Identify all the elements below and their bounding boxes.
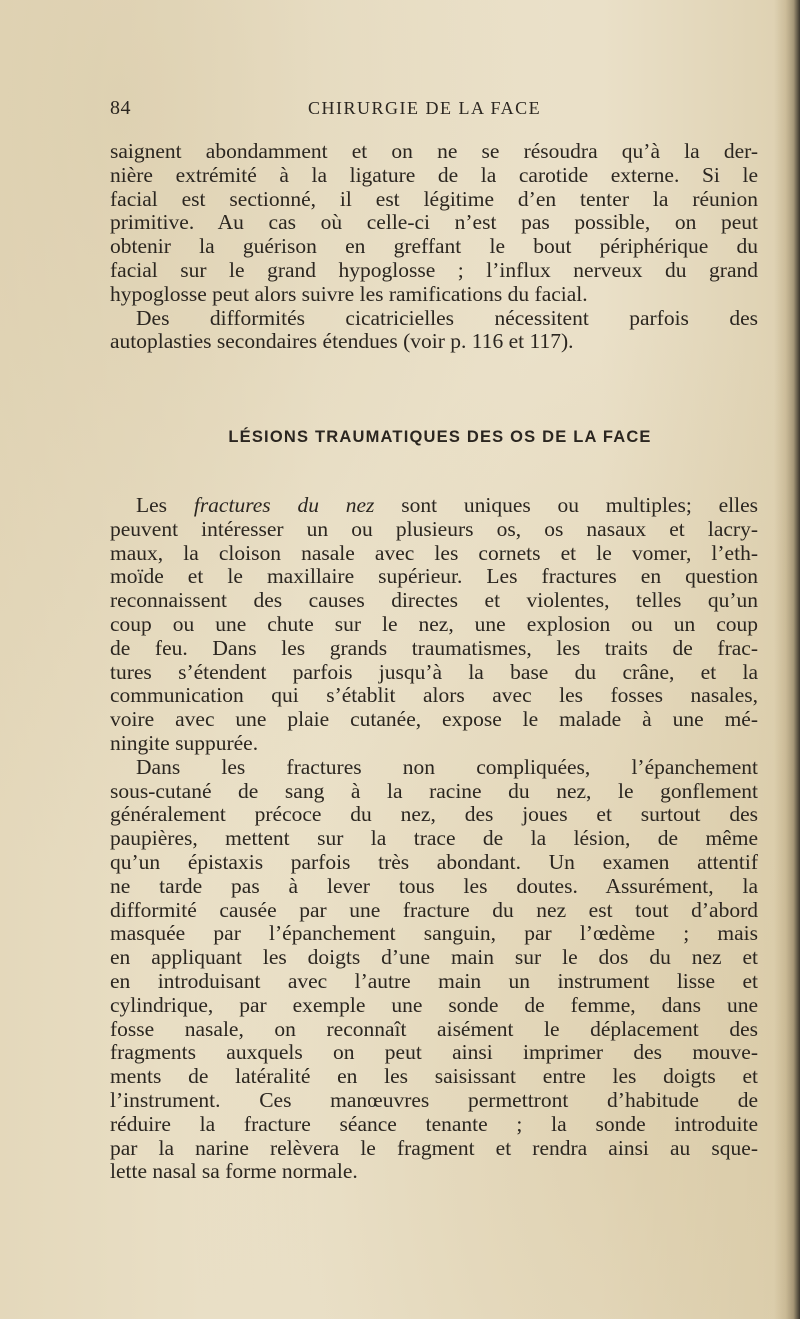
text-line: Des difformités cicatricielles nécessitent parfois des (136, 306, 758, 330)
text-line: sous-cutané de sang à la racine du nez, le gonflement (110, 779, 758, 803)
text-line: cylindrique, par exemple une sonde de femme, dans une (110, 993, 758, 1017)
text-line: en appliquant les doigts d’une main sur le dos du nez et (110, 946, 758, 970)
text-line: reconnaissent des causes directes et violentes, telles qu’un (110, 589, 758, 613)
text-line: voire avec une plaie cutanée, expose le malade à une mé- (110, 708, 758, 732)
text-line: facial sur le grand hypoglosse ; l’influx nerveux du grand (110, 258, 758, 282)
text-line: par la narine relèvera le fragment et rendra ainsi au sque- (110, 1136, 758, 1160)
running-head: CHIRURGIE DE LA FACE (308, 98, 542, 118)
text-line: généralement précoce du nez, des joues et surtout des (110, 803, 758, 827)
text-line: réduire la fracture séance tenante ; la sonde introduite (110, 1112, 758, 1136)
paragraph-continued (110, 140, 758, 354)
text-line: qu’un épistaxis parfois très abondant. Un examen attentif (110, 850, 758, 874)
text-line: nière extrémité à la ligature de la carotide externe. Si le (110, 163, 758, 187)
text-line: l’instrument. Ces manœuvres permettront d’habitude de (110, 1088, 758, 1112)
text-line: primitive. Au cas où celle-ci n’est pas possible, on peut (110, 211, 758, 235)
text-line: tures s’étendent parfois jusqu’à la base du crâne, et la (110, 660, 758, 684)
text-line: masquée par l’épanchement sanguin, par l’œdème ; mais (110, 922, 758, 946)
text-line: ne tarde pas à lever tous les doutes. Assurément, la (110, 874, 758, 898)
paragraph-fractures (110, 494, 758, 1184)
text-line: facial est sectionné, il est légitime d’en tenter la réunion (110, 187, 758, 211)
text-line: communication qui s’établit alors avec les fosses nasales, (110, 684, 758, 708)
text-line: lette nasal sa forme normale. (110, 1160, 358, 1184)
text-line: Dans les fractures non compliquées, l’épanchement (136, 755, 758, 779)
text-line: en introduisant avec l’autre main un instrument lisse et (110, 969, 758, 993)
text-line: maux, la cloison nasale avec les cornets et le vomer, l’eth- (110, 541, 758, 565)
page-header (110, 97, 760, 127)
page-number: 84 (110, 97, 131, 119)
text-line: de feu. Dans les grands traumatismes, les traits de frac- (110, 636, 758, 660)
text-line: hypoglosse peut alors suivre les ramifications du facial. (110, 282, 588, 306)
text-run: sont uniques ou multiples; elles (374, 494, 758, 517)
text-line: fosse nasale, on reconnaît aisément le déplacement des (110, 1017, 758, 1041)
text-line: coup ou une chute sur le nez, une explosion ou un coup (110, 612, 758, 636)
text-line: obtenir la guérison en greffant le bout périphérique du (110, 235, 758, 259)
text-line: peuvent intéresser un ou plusieurs os, os nasaux et lacry- (110, 517, 758, 541)
text-run: Les (136, 494, 194, 517)
text-line: fragments auxquels on peut ainsi imprimer des mouve- (110, 1041, 758, 1065)
text-line: ments de latéralité en les saisissant entre les doigts et (110, 1065, 758, 1089)
italic-term: fractures du nez (193, 494, 375, 517)
section-heading: LÉSIONS TRAUMATIQUES DES OS DE LA FACE (228, 428, 652, 446)
page-edge-shadow (774, 0, 800, 1319)
text-line-first (110, 494, 758, 518)
text-line: difformité causée par une fracture du nez est tout d’abord (110, 898, 758, 922)
text-line: moïde et le maxillaire supérieur. Les fractures en question (110, 565, 758, 589)
text-line: ningite suppurée. (110, 731, 259, 755)
text-line: saignent abondamment et on ne se résoudra qu’à la der- (110, 140, 758, 163)
text-line: paupières, mettent sur la trace de la lésion, de même (110, 827, 758, 851)
text-line: autoplasties secondaires étendues (voir p. 116 et 117). (110, 330, 574, 354)
